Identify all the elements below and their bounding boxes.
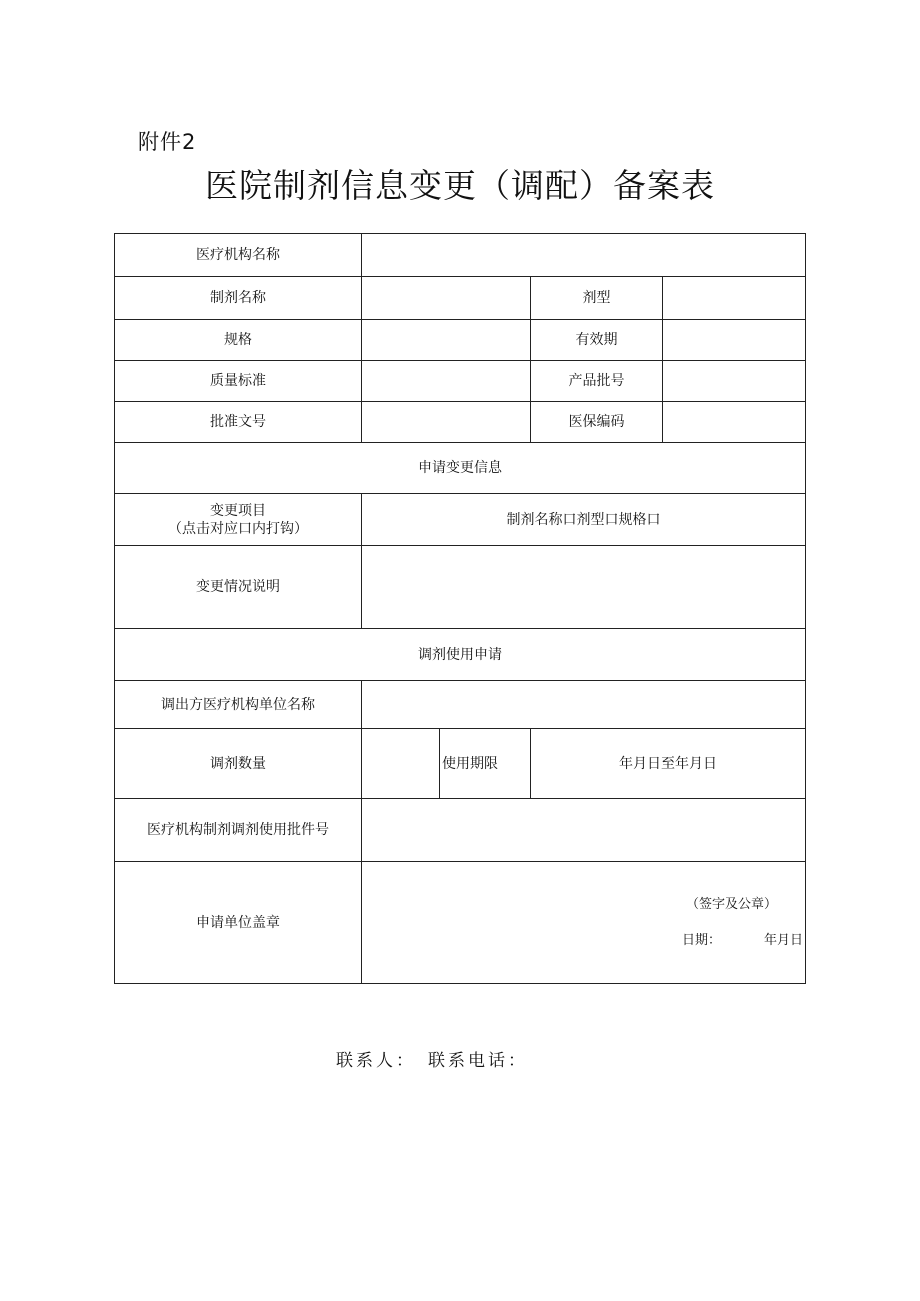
- input-insurance-code[interactable]: [663, 402, 806, 443]
- label-dosage-form: 剂型: [531, 277, 663, 320]
- label-validity: 有效期: [531, 320, 663, 361]
- input-quality-standard[interactable]: [362, 361, 531, 402]
- change-item-title: 变更项目: [210, 502, 266, 519]
- label-source-unit: 调出方医疗机构单位名称: [115, 681, 362, 729]
- change-options-checkboxes[interactable]: 制剂名称口剂型口规格口: [362, 494, 806, 546]
- label-change-description: 变更情况说明: [115, 546, 362, 629]
- label-insurance-code: 医保编码: [531, 402, 663, 443]
- input-dosage-form[interactable]: [663, 277, 806, 320]
- input-change-description[interactable]: [362, 546, 806, 629]
- input-validity[interactable]: [663, 320, 806, 361]
- label-allocation-quantity: 调剂数量: [115, 729, 362, 799]
- label-applicant-seal: 申请单位盖章: [115, 862, 362, 984]
- seal-area[interactable]: [362, 862, 806, 984]
- input-batch-no[interactable]: [663, 361, 806, 402]
- section-allocation-request: 调剂使用申请: [115, 629, 806, 681]
- label-usage-period: 使用期限: [440, 729, 531, 799]
- contact-line: [336, 1046, 540, 1071]
- label-change-item: [115, 494, 362, 546]
- label-batch-no: 产品批号: [531, 361, 663, 402]
- label-approval-no: 批准文号: [115, 402, 362, 443]
- section-change-info: 申请变更信息: [115, 443, 806, 494]
- date-label: 日期：: [682, 933, 722, 948]
- sign-note: （签字及公章）: [685, 897, 777, 912]
- page-title: 医院制剂信息变更（调配）备案表: [205, 166, 715, 205]
- input-usage-period[interactable]: 年月日至年月日: [531, 729, 806, 799]
- input-prep-name[interactable]: [362, 277, 531, 320]
- input-allocation-approval[interactable]: [362, 799, 806, 862]
- input-allocation-quantity[interactable]: [362, 729, 440, 799]
- filing-form-table: [114, 233, 806, 984]
- attachment-label: 附件2: [138, 130, 197, 154]
- date-unit: 年月日: [763, 933, 803, 948]
- label-spec: 规格: [115, 320, 362, 361]
- label-allocation-approval: 医疗机构制剂调剂使用批件号: [115, 799, 362, 862]
- label-quality-standard: 质量标准: [115, 361, 362, 402]
- label-institution-name: 医疗机构名称: [115, 234, 362, 277]
- change-item-hint: （点击对应口内打钩）: [168, 520, 308, 537]
- input-institution-name[interactable]: [362, 234, 806, 277]
- input-source-unit[interactable]: [362, 681, 806, 729]
- input-spec[interactable]: [362, 320, 531, 361]
- contact-person-label: 联系人：: [336, 1051, 416, 1071]
- contact-phone-label: 联系电话：: [428, 1051, 528, 1071]
- input-approval-no[interactable]: [362, 402, 531, 443]
- label-prep-name: 制剂名称: [115, 277, 362, 320]
